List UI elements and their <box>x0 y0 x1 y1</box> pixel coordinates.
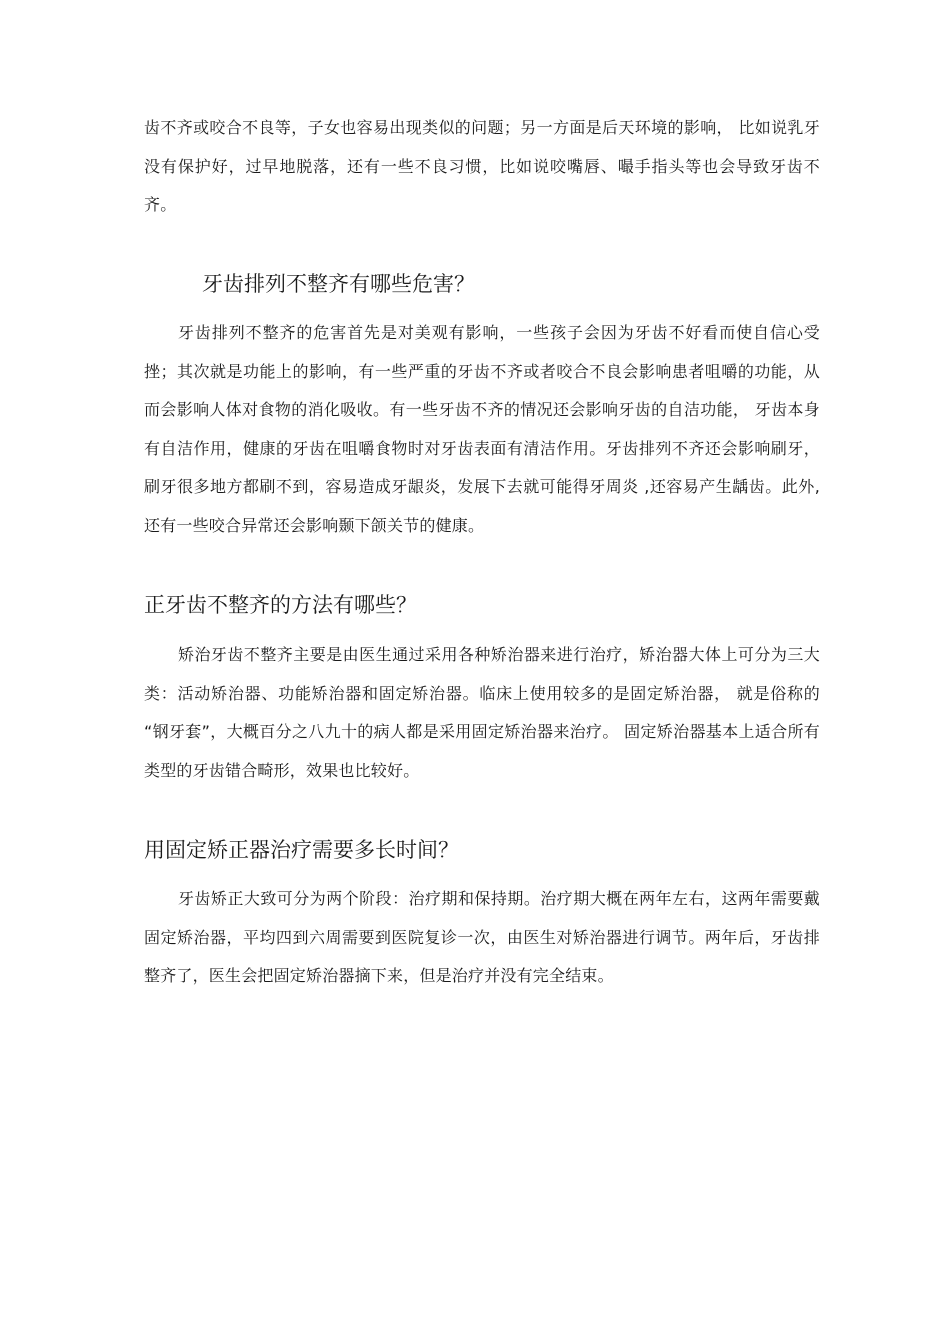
section-heading-duration: 用固定矫正器治疗需要多长时间？ <box>144 838 459 862</box>
section-heading-harms: 牙齿排列不整齐有哪些危害？ <box>202 272 475 296</box>
section-paragraph-methods: 矫治牙齿不整齐主要是由医生通过采用各种矫治器来进行治疗，矫治器大体上可分为三大类：活动矫治器、功能矫治器和固定矫治器。临床上使用较多的是固定矫治器， 就是俗称的 “钢牙套”，大概百分之八九十的病人都是采用固定矫治器来治疗。 固定矫治器基本上适合所有类型的牙齿错合畸形，效果也比较好。 <box>144 645 820 780</box>
section-heading-methods: 正牙齿不整齐的方法有哪些？ <box>144 593 417 617</box>
section-paragraph-duration: 牙齿矫正大致可分为两个阶段：治疗期和保持期。治疗期大概在两年左右，这两年需要戴固定矫治器，平均四到六周需要到医院复诊一次，由医生对矫治器进行调节。两年后，牙齿排整齐了，医生会把固定矫治器摘下来，但是治疗并没有完全结束。 <box>144 889 820 985</box>
intro-paragraph: 齿不齐或咬合不良等，子女也容易出现类似的问题；另一方面是后天环境的影响， 比如说乳牙没有保护好，过早地脱落，还有一些不良习惯，比如说咬嘴唇、嘬手指头等也会导致牙齿不齐。 <box>144 118 820 214</box>
section-paragraph-harms: 牙齿排列不整齐的危害首先是对美观有影响，一些孩子会因为牙齿不好看而使自信心受挫；其次就是功能上的影响，有一些严重的牙齿不齐或者咬合不良会影响患者咀嚼的功能，从而会影响人体对食物的消化吸收。有一些牙齿不齐的情况还会影响牙齿的自洁功能， 牙齿本身有自洁作用，健康的牙齿在咀嚼食物时对牙齿表面有清洁作用。牙齿排列不齐还会影响刷牙，刷牙很多地方都刷不到，容易造成牙龈炎，发展下去就可能得牙周炎 ,还容易产生龋齿。此外,还有一些咬合异常还会影响颞下颌关节的健康。 <box>144 323 820 535</box>
